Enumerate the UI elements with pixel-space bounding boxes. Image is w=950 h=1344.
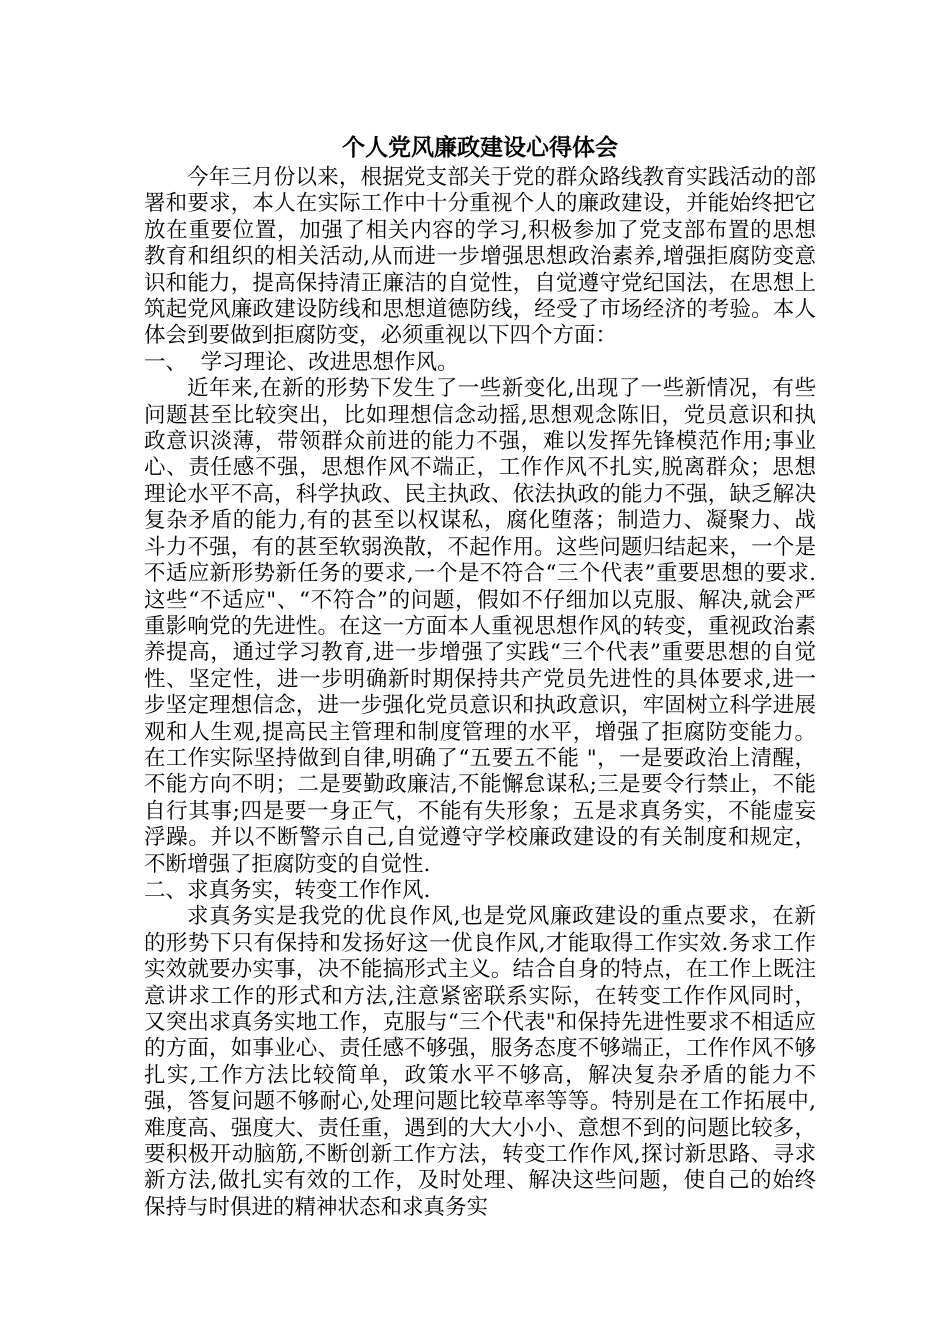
section-heading-2: 二、求真务实，转变工作作风. [144, 877, 431, 903]
document-title: 个人党风廉政建设心得体会 [342, 134, 618, 161]
section-1-paragraph: 近年来,在新的形势下发生了一些新变化,出现了一些新情况，有些问题甚至比较突出，比如理想信念动摇,思想观念陈旧，党员意识和执政意识淡薄，带领群众前进的能力不强，难以发挥先锋模范作用;事业心、责任感不强，思想作风不端正，工作作风不扎实,脱离群众；思想理论水平不高，科学执政、民主执政、依法执政的能力不强，缺乏解决复杂矛盾的能力,有的甚至以权谋私，腐化堕落；制造力、凝聚力、战斗力不强，有的甚至软弱涣散，不起作用。这些问题归结起来，一个是不适应新形势新任务的要求,一个是不符合“三个代表”重要思想的要求.这些“不适应"、“不符合”的问题，假如不仔细加以克服、解决,就会严重影响党的先进性。在这一方面本人重视思想作风的转变，重视政治素养提高，通过学习教育,进一步增强了实践“三个代表”重要思想的自觉性、坚定性，进一步明确新时期保持共产党员先进性的具体要求,进一步坚定理想信念，进一步强化党员意识和执政意识，牢固树立科学进展观和人生观,提高民主管理和制度管理的水平，增强了拒腐防变能力。在工作实际坚持做到自律,明确了“五要五不能 "，一是要政治上清醒，不能方向不明；二是要勤政廉洁,不能懈怠谋私;三是要令行禁止，不能自行其事;四是要一身正气，不能有失形象；五是求真务实，不能虚妄浮躁。并以不断警示自己,自觉遵守学校廉政建设的有关制度和规定，不断增强了拒腐防变的自觉性. [144, 376, 816, 877]
document-page [144, 133, 816, 1221]
section-heading-1: 一、 学习理论、改进思想作风。 [144, 349, 459, 375]
section-2-paragraph: 求真务实是我党的优良作风,也是党风廉政建设的重点要求，在新的形势下只有保持和发扬好这一优良作风,才能取得工作实效.务求工作实效就要办实事，决不能搞形式主义。结合自身的特点，在工作上既注意讲求工作的形式和方法,注意紧密联系实际，在转变工作作风同时，又突出求真务实地工作，克服与“三个代表"和保持先进性要求不相适应的方面，如事业心、责任感不够强，服务态度不够端正，工作作风不够扎实,工作方法比较简单，政策水平不够高，解决复杂矛盾的能力不强，答复问题不够耐心,处理问题比较草率等等。特别是在工作拓展中,难度高、强度大、责任重，遇到的大大小小、意想不到的问题比较多，要积极开动脑筋,不断创新工作方法，转变工作作风,探讨新思路、寻求新方法,做扎实有效的工作，及时处理、解决这些问题，使自己的始终保持与时俱进的精神状态和求真务实 [144, 904, 816, 1220]
intro-paragraph: 今年三月份以来，根据党支部关于党的群众路线教育实践活动的部署和要求，本人在实际工作中十分重视个人的廉政建设，并能始终把它放在重要位置，加强了相关内容的学习,积极参加了党支部布置的思想教育和组织的相关活动,从而进一步增强思想政治素养,增强拒腐防变意识和能力，提高保持清正廉洁的自觉性，自觉遵守党纪国法，在思想上筑起党风廉政建设防线和思想道德防线，经受了市场经济的考验。本人体会到要做到拒腐防变，必须重视以下四个方面： [144, 165, 816, 349]
